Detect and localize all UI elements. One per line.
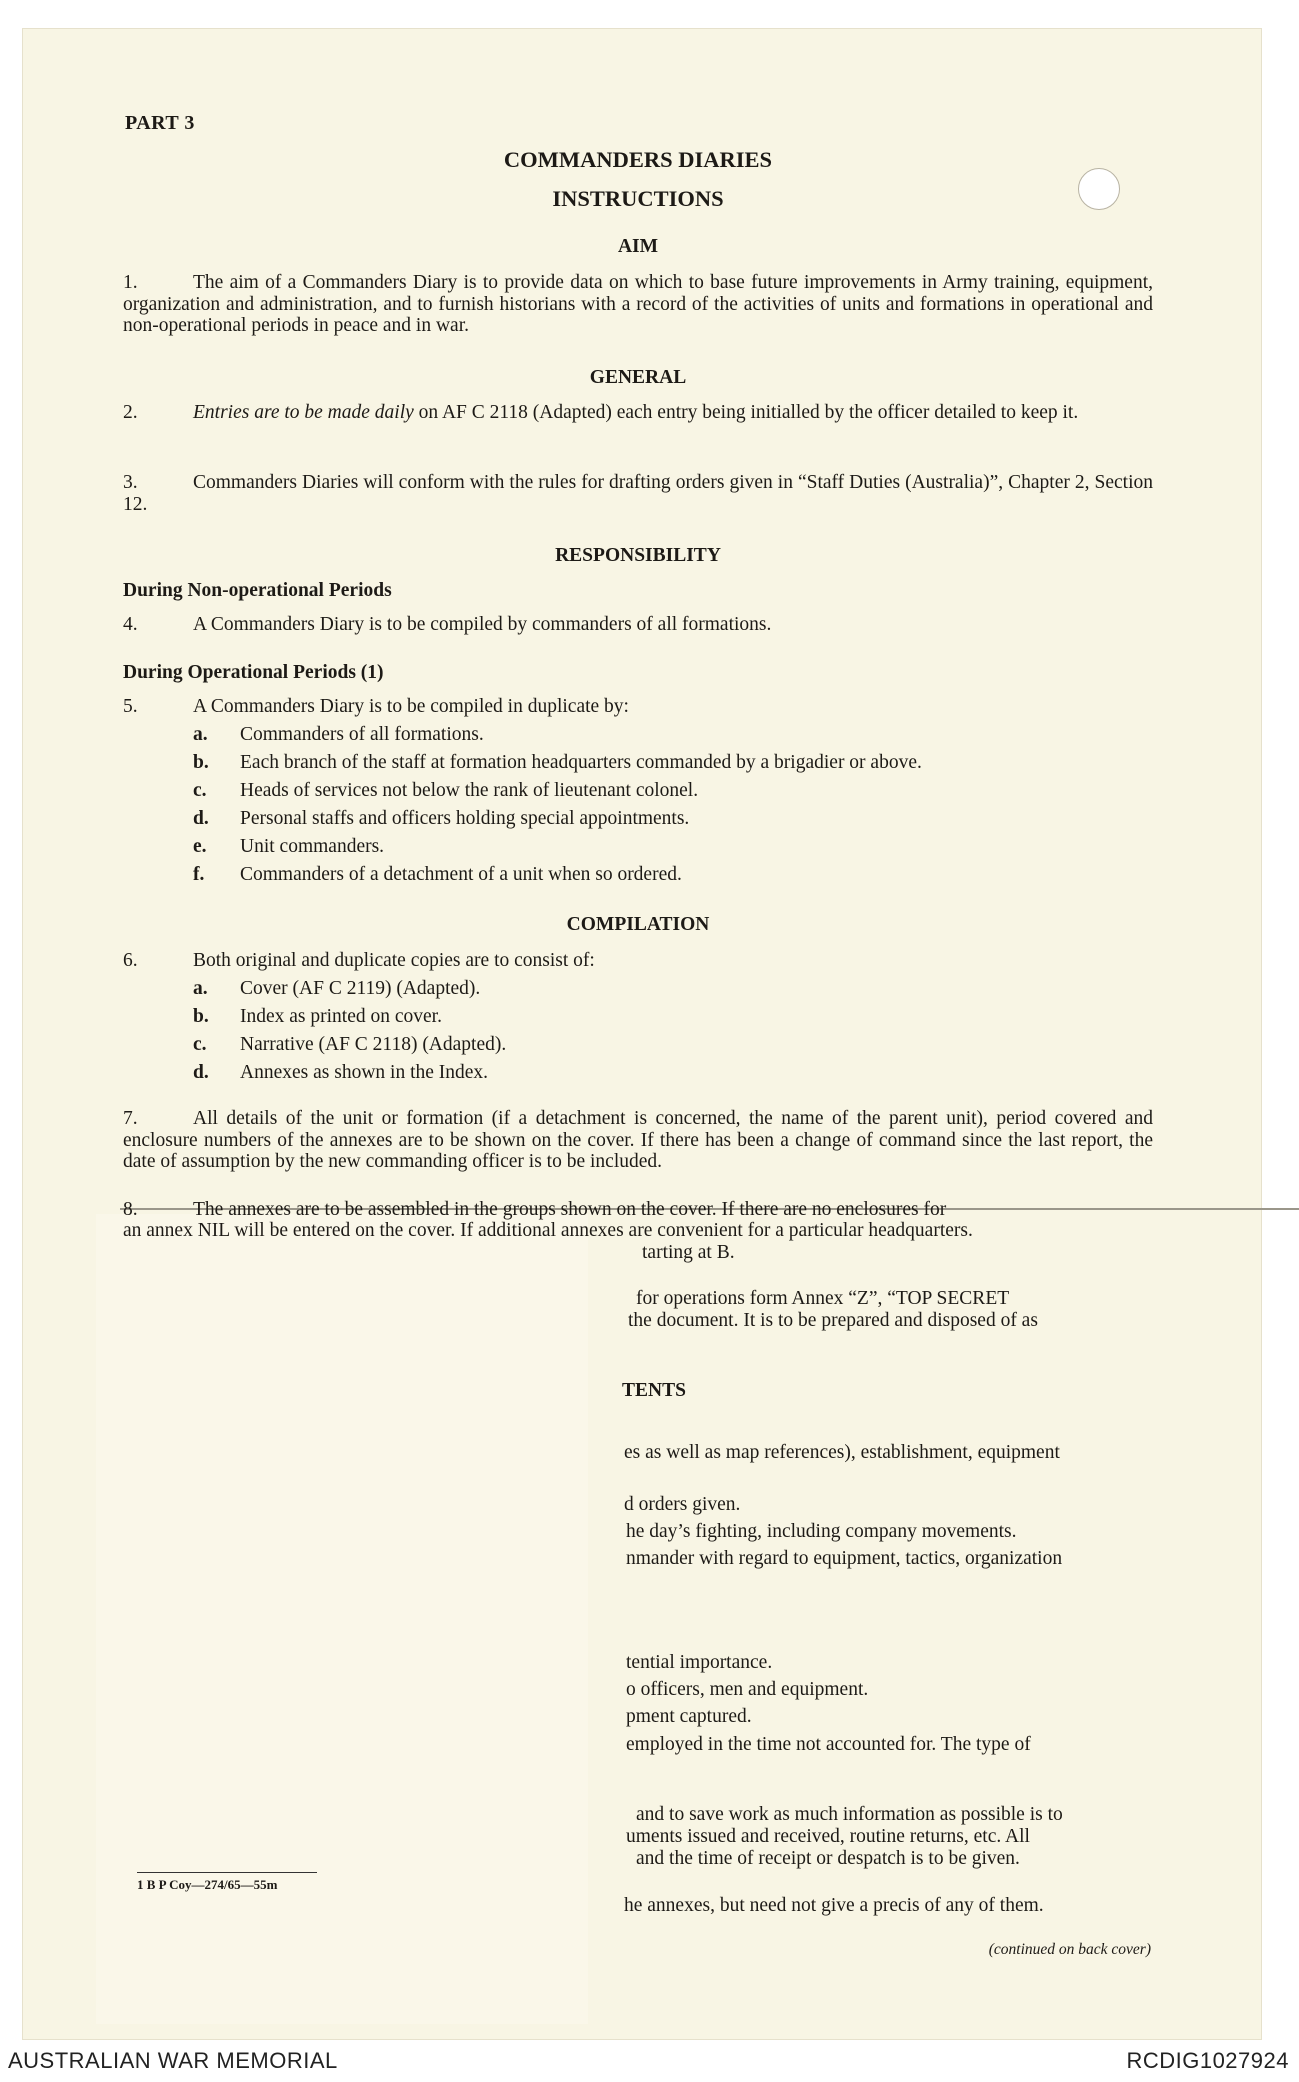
paragraph-4 bbox=[123, 614, 771, 636]
paragraph-number: 3. bbox=[123, 472, 138, 493]
text-fragment: and the time of receipt or despatch is to be given. bbox=[636, 1848, 1020, 1869]
paragraph-text: All details of the unit or formation (if a detachment is concerned, the name of the parent unit), period covered and enclosure numbers of the annexes are to be shown on the cover. If there has been a change of command since the last report, the date of assumption by the new commanding officer is to be included. bbox=[123, 1108, 1153, 1172]
text-fragment: tential importance. bbox=[626, 1652, 773, 1673]
paragraph-text: A Commanders Diary is to be compiled by commanders of all formations. bbox=[193, 614, 772, 635]
paragraph-text: Both original and duplicate copies are to consist of: bbox=[193, 950, 595, 971]
footer-identifier: RCDIG1027924 bbox=[1126, 2048, 1289, 2073]
list-item: b. Index as printed on cover. bbox=[193, 1006, 442, 1027]
text-fragment: the document. It is to be prepared and disposed of as bbox=[628, 1310, 1038, 1331]
general-heading: GENERAL bbox=[589, 367, 687, 388]
text-fragment: uments issued and received, routine returns, etc. All bbox=[626, 1826, 1030, 1847]
paragraph-7 bbox=[123, 1108, 1153, 1173]
text-fragment-heading: TENTS bbox=[622, 1380, 686, 1401]
text-fragment: es as well as map references), establishment, equipment bbox=[624, 1442, 1060, 1463]
paragraph-2 bbox=[123, 402, 1153, 424]
text-fragment: for operations form Annex “Z”, “TOP SECRET bbox=[636, 1288, 1010, 1309]
text-fragment: he annexes, but need not give a precis of any of them. bbox=[624, 1895, 1044, 1916]
text-fragment: d orders given. bbox=[624, 1494, 741, 1515]
list-item: b. Each branch of the staff at formation headquarters commanded by a brigadier or above. bbox=[193, 752, 922, 773]
operational-heading: During Operational Periods (1) bbox=[123, 662, 384, 683]
folded-panel bbox=[96, 1214, 588, 2024]
list-item: e. Unit commanders. bbox=[193, 836, 385, 857]
list-item: d. Personal staffs and officers holding special appointments. bbox=[193, 808, 690, 829]
document-title: COMMANDERS DIARIES bbox=[503, 147, 773, 172]
paragraph-text: A Commanders Diary is to be compiled in duplicate by: bbox=[193, 696, 629, 717]
paragraph-3 bbox=[123, 472, 1153, 515]
paragraph-6 bbox=[123, 950, 595, 972]
paragraph-5 bbox=[123, 696, 629, 718]
paragraph-number: 8. bbox=[123, 1199, 138, 1220]
paragraph-number: 4. bbox=[123, 614, 138, 635]
paragraph-8-line-2: an annex NIL will be entered on the cover. If additional annexes are convenient for a particular headquarters. bbox=[123, 1220, 973, 1241]
paragraph-text: on AF C 2118 (Adapted) each entry being initialled by the officer detailed to keep it. bbox=[413, 402, 1079, 423]
text-fragment: he day’s fighting, including company movements. bbox=[626, 1521, 1017, 1542]
text-fragment: tarting at B. bbox=[642, 1242, 735, 1263]
text-fragment: pment captured. bbox=[626, 1706, 752, 1727]
paragraph-text: The annexes are to be assembled in the groups shown on the cover. If there are no enclosures for bbox=[193, 1199, 947, 1220]
paragraph-number: 7. bbox=[123, 1108, 138, 1129]
paragraph-text: The aim of a Commanders Diary is to provide data on which to base future improvements in Army training, equipment, organization and administration, and to furnish historians with a record of the activities of units and formations in operational and non-operational periods in peace and in war. bbox=[123, 272, 1153, 336]
text-fragment: employed in the time not accounted for. The type of bbox=[626, 1734, 1031, 1755]
text-fragment: nmander with regard to equipment, tactics, organization bbox=[626, 1548, 1063, 1569]
list-item: d. Annexes as shown in the Index. bbox=[193, 1062, 489, 1083]
document-subtitle: INSTRUCTIONS bbox=[552, 186, 724, 211]
continued-note: (continued on back cover) bbox=[988, 1941, 1151, 1958]
text-fragment: o officers, men and equipment. bbox=[626, 1679, 869, 1700]
paragraph-8 bbox=[123, 1199, 946, 1221]
list-item: c. Heads of services not below the rank of lieutenant colonel. bbox=[193, 780, 699, 801]
printer-imprint: 1 B P Coy—274/65—55m bbox=[137, 1872, 317, 1893]
paragraph-number: 5. bbox=[123, 696, 138, 717]
part-label: PART 3 bbox=[125, 112, 195, 134]
responsibility-heading: RESPONSIBILITY bbox=[555, 545, 721, 566]
list-item: a. Cover (AF C 2119) (Adapted). bbox=[193, 978, 481, 999]
compilation-heading: COMPILATION bbox=[566, 914, 710, 935]
aim-heading: AIM bbox=[617, 236, 659, 257]
paragraph-number: 1. bbox=[123, 272, 138, 293]
paragraph-text: Commanders Diaries will conform with the rules for drafting orders given in “Staff Duties (Australia)”, Chapter 2, Section 12. bbox=[123, 472, 1153, 515]
footer-source: AUSTRALIAN WAR MEMORIAL bbox=[8, 2048, 338, 2073]
paragraph-number: 2. bbox=[123, 402, 138, 423]
nonoperational-heading: During Non-operational Periods bbox=[123, 580, 392, 601]
paragraph-number: 6. bbox=[123, 950, 138, 971]
list-item: a. Commanders of all formations. bbox=[193, 724, 484, 745]
paragraph-emphasis: Entries are to be made daily bbox=[193, 402, 414, 423]
paragraph-1 bbox=[123, 272, 1153, 337]
list-item: f. Commanders of a detachment of a unit when so ordered. bbox=[193, 864, 682, 885]
list-item: c. Narrative (AF C 2118) (Adapted). bbox=[193, 1034, 507, 1055]
punch-hole bbox=[1078, 168, 1120, 210]
text-fragment: and to save work as much information as possible is to bbox=[636, 1804, 1063, 1825]
